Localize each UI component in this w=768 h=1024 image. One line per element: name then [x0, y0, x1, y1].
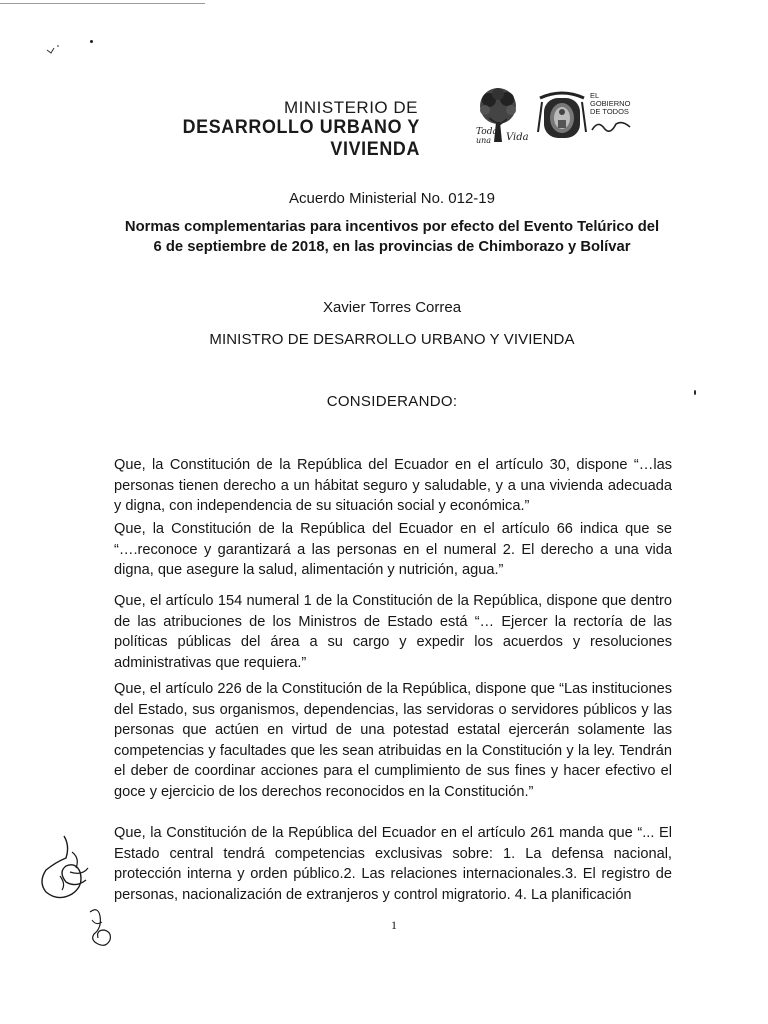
scan-speck [90, 40, 93, 43]
svg-text:Toda: Toda [476, 127, 498, 137]
document-title-line1: Normas complementarias para incentivos por efecto del Evento Telúrico del [124, 219, 660, 235]
document-title-line2: 6 de septiembre de 2018, en las provincias de Chimborazo y Bolívar [153, 239, 631, 255]
gobierno-de-todos-logo [590, 92, 642, 132]
svg-text:Vida: Vida [506, 132, 529, 143]
gov-logo-line2: GOBIERNO [590, 99, 631, 108]
svg-text:una: una [476, 136, 492, 145]
considerando-heading: CONSIDERANDO: [326, 393, 458, 410]
signer-role: MINISTRO DE DESARROLLO URBANO Y VIVIENDA [209, 331, 575, 348]
gov-signature-icon [590, 118, 632, 132]
ministry-name [112, 98, 420, 161]
scan-mark [46, 44, 62, 59]
considerando-paragraph: Que, el artículo 226 de la Constitución de la República, dispone que “Las instituciones del Estado, sus organismos, dependencias, las servidoras o servidores públicos y las personas que actúen en virtud de una potestad estatal ejercerán solamente las competencias y facultades que les sean atribuidas en la Constitución y la ley. Tendrán el deber de coordinar acciones para el cumplimiento de sus fines y hacer efectivo el goce y ejercicio de los derechos reconocidos en la Constitución.” [114, 681, 672, 800]
ecuador-coat-of-arms-icon [536, 88, 588, 142]
toda-una-vida-logo-icon [467, 84, 529, 146]
considerando-paragraph: Que, la Constitución de la República del Ecuador en el artículo 66 indica que se “….reconoce y garantizará a las personas en el numeral 2. El derecho a una vida digna, que asegure la salud, alimentación y nutrición, agua.” [114, 521, 672, 578]
signer-name: Xavier Torres Correa [322, 299, 462, 316]
acuerdo-number: Acuerdo Ministerial No. 012-19 [289, 190, 495, 207]
scan-edge-line [0, 3, 205, 4]
gov-logo-line3: DE TODOS [590, 107, 629, 116]
scan-speck [694, 390, 696, 395]
page-number: 1 [391, 918, 397, 932]
considerando-paragraph: Que, la Constitución de la República del Ecuador en el artículo 261 manda que “... El Estado central tendrá competencias exclusivas sobre: 1. La defensa nacional, protección interna y orden público.2. Las relaciones internacionales.3. El registro de personas, nacionalización de extranjeros y control migratorio. 4. La planificación [114, 825, 672, 903]
considerando-paragraph: Que, el artículo 154 numeral 1 de la Constitución de la República, dispone que dentro de las atribuciones de los Ministros de Estado está “… Ejercer la rectoría de las políticas públicas del área a su cargo y expedir los acuerdos y resoluciones administrativas que requiera.” [114, 593, 672, 671]
gov-logo-line1: EL [590, 91, 600, 100]
handwritten-initials-small-icon [86, 904, 114, 950]
document-title [100, 217, 684, 257]
ministry-name-line2: DESARROLLO URBANO Y VIVIENDA [182, 117, 420, 160]
handwritten-initials-icon [36, 832, 98, 908]
ministry-name-line1: MINISTERIO DE [283, 98, 418, 117]
considerando-paragraph: Que, la Constitución de la República del Ecuador en el artículo 30, dispone “…las personas tienen derecho a un hábitat seguro y saludable, y a una vivienda adecuada y digna, con independencia de su situación social y económica.” [114, 457, 672, 514]
